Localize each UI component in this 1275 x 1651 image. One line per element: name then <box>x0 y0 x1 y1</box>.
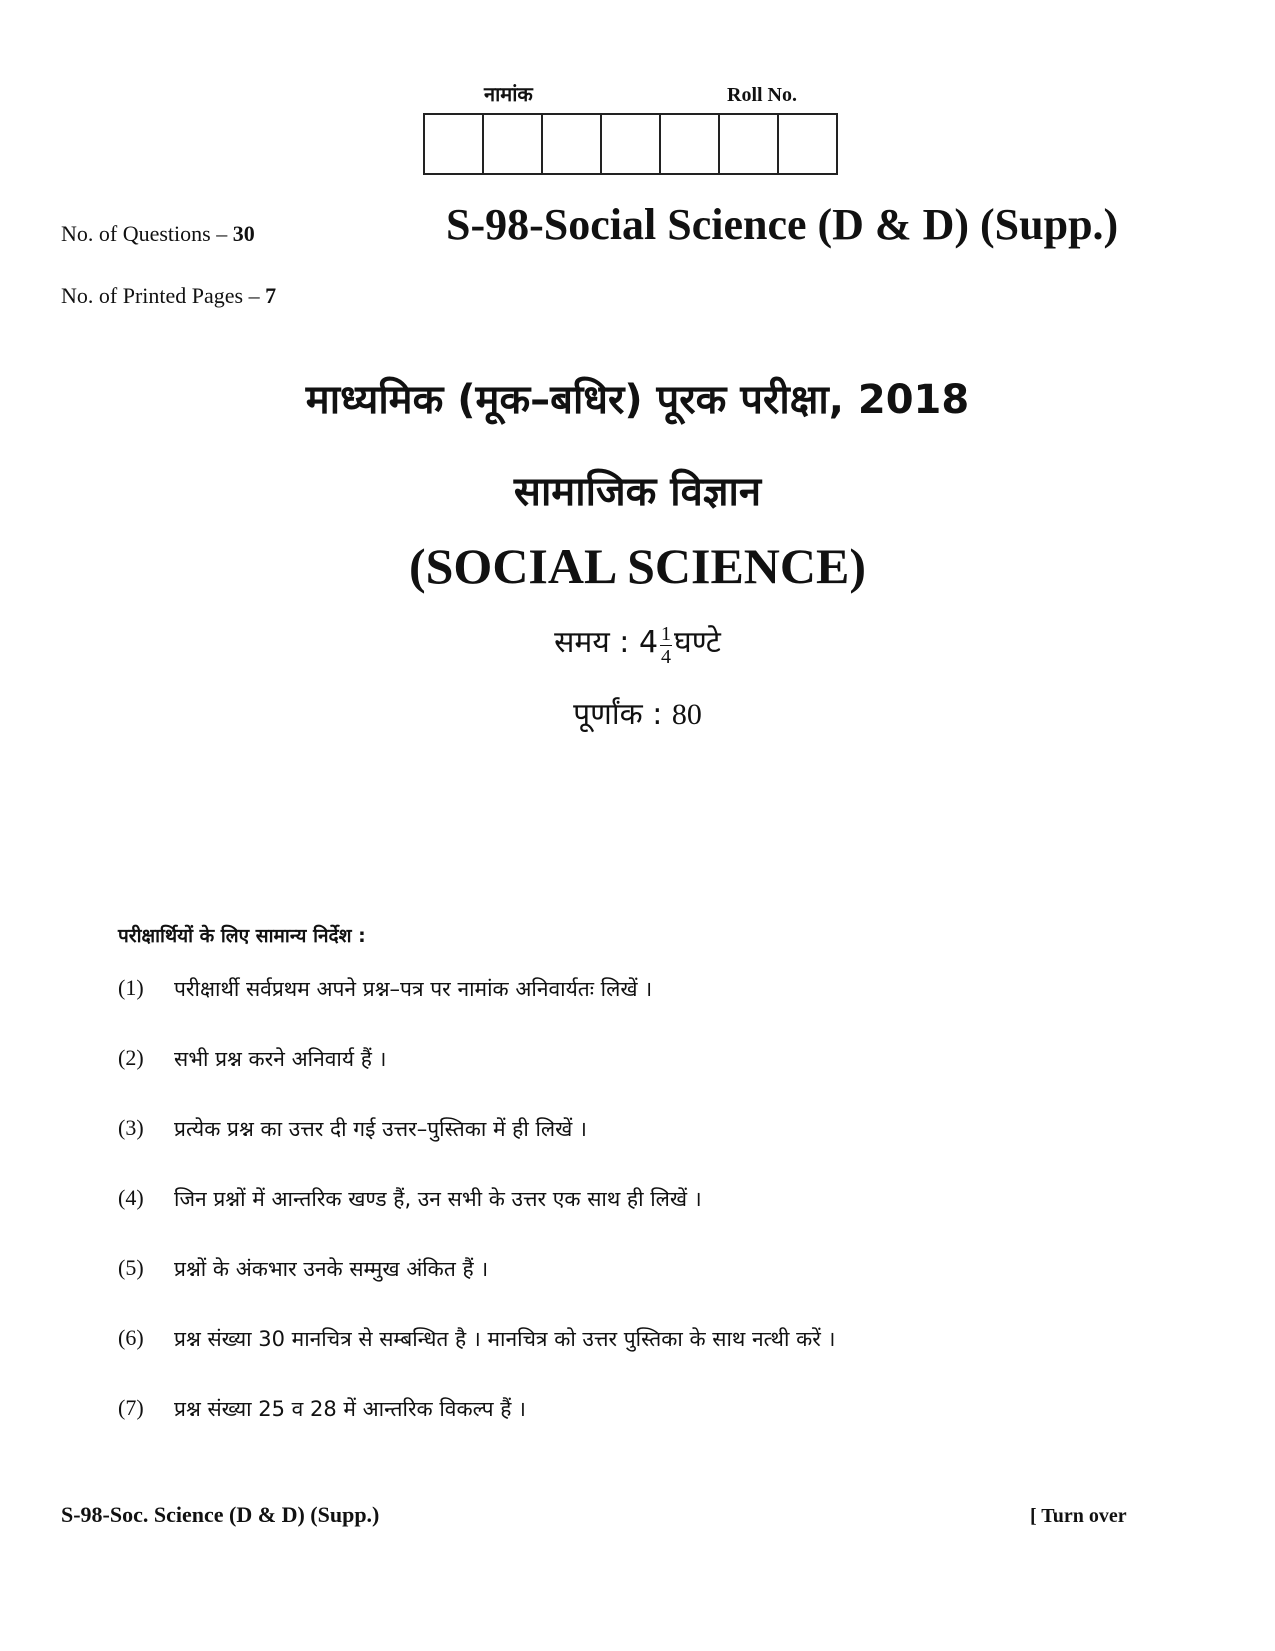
roll-box <box>661 115 720 173</box>
subject-title-hindi: सामाजिक विज्ञान <box>513 469 762 515</box>
instruction-item <box>118 975 1158 1045</box>
maximum-marks <box>0 692 1275 733</box>
pages-value: 7 <box>265 283 277 308</box>
roll-box <box>484 115 543 173</box>
roll-label-hindi: नामांक <box>484 84 533 106</box>
time-label: समय : 4 <box>554 625 659 660</box>
questions-label: No. of Questions – <box>61 221 233 246</box>
instruction-text: प्रत्येक प्रश्न का उत्तर दी गई उत्तर–पुस्तिका में ही लिखें । <box>174 1117 587 1141</box>
instruction-text: प्रश्न संख्या 25 व 28 में आन्तरिक विकल्प हैं । <box>174 1397 526 1421</box>
instruction-number: (7) <box>118 1395 144 1420</box>
number-of-pages <box>61 283 276 309</box>
roll-box <box>720 115 779 173</box>
subject-title-english: (SOCIAL SCIENCE) <box>408 538 867 594</box>
turn-over-note: [ Turn over <box>1030 1505 1127 1527</box>
instruction-number: (5) <box>118 1255 144 1280</box>
roll-box <box>602 115 661 173</box>
fraction-numerator: 1 <box>661 622 672 645</box>
roll-box <box>425 115 484 173</box>
instruction-item <box>118 1185 1158 1255</box>
paper-code: S-98-Social Science (D & D) (Supp.) <box>446 200 1119 249</box>
instruction-number: (1) <box>118 975 144 1000</box>
fraction-denominator: 4 <box>661 645 672 668</box>
instruction-text: सभी प्रश्न करने अनिवार्य हैं । <box>174 1047 387 1071</box>
number-of-questions <box>61 221 255 247</box>
instruction-item <box>118 1395 1158 1465</box>
instructions-heading: परीक्षार्थियों के लिए सामान्य निर्देश : <box>118 925 366 947</box>
marks-label: पूर्णांक : <box>573 697 672 732</box>
time-fraction <box>660 624 672 667</box>
instruction-number: (2) <box>118 1045 144 1070</box>
marks-value: 80 <box>671 698 702 731</box>
instruction-item <box>118 1255 1158 1325</box>
roll-number-boxes <box>423 113 838 175</box>
footer-paper-code: S-98-Soc. Science (D & D) (Supp.) <box>61 1502 380 1527</box>
instruction-number: (3) <box>118 1115 144 1140</box>
instruction-text: प्रश्नों के अंकभार उनके सम्मुख अंकित हैं । <box>174 1257 489 1281</box>
roll-label-english: Roll No. <box>727 84 797 106</box>
instruction-item <box>118 1115 1158 1185</box>
instruction-number: (4) <box>118 1185 144 1210</box>
roll-box <box>543 115 602 173</box>
instruction-item <box>118 1325 1158 1395</box>
instruction-item <box>118 1045 1158 1115</box>
instruction-number: (6) <box>118 1325 144 1350</box>
instructions-list <box>118 975 1158 1465</box>
questions-value: 30 <box>232 221 255 246</box>
roll-box <box>779 115 838 173</box>
time-unit: घण्टे <box>674 625 721 660</box>
instruction-text: प्रश्न संख्या 30 मानचित्र से सम्बन्धित है । मानचित्र को उत्तर पुस्तिका के साथ नत्थी करें । <box>174 1327 836 1351</box>
exam-title: माध्यमिक (मूक–बधिर) पूरक परीक्षा, 2018 <box>305 377 970 423</box>
pages-label: No. of Printed Pages – <box>61 283 266 308</box>
time-allowed <box>0 620 1275 667</box>
instruction-text: परीक्षार्थी सर्वप्रथम अपने प्रश्न–पत्र पर नामांक अनिवार्यतः लिखें । <box>174 977 653 1001</box>
instruction-text: जिन प्रश्नों में आन्तरिक खण्ड हैं, उन सभी के उत्तर एक साथ ही लिखें । <box>174 1187 702 1211</box>
